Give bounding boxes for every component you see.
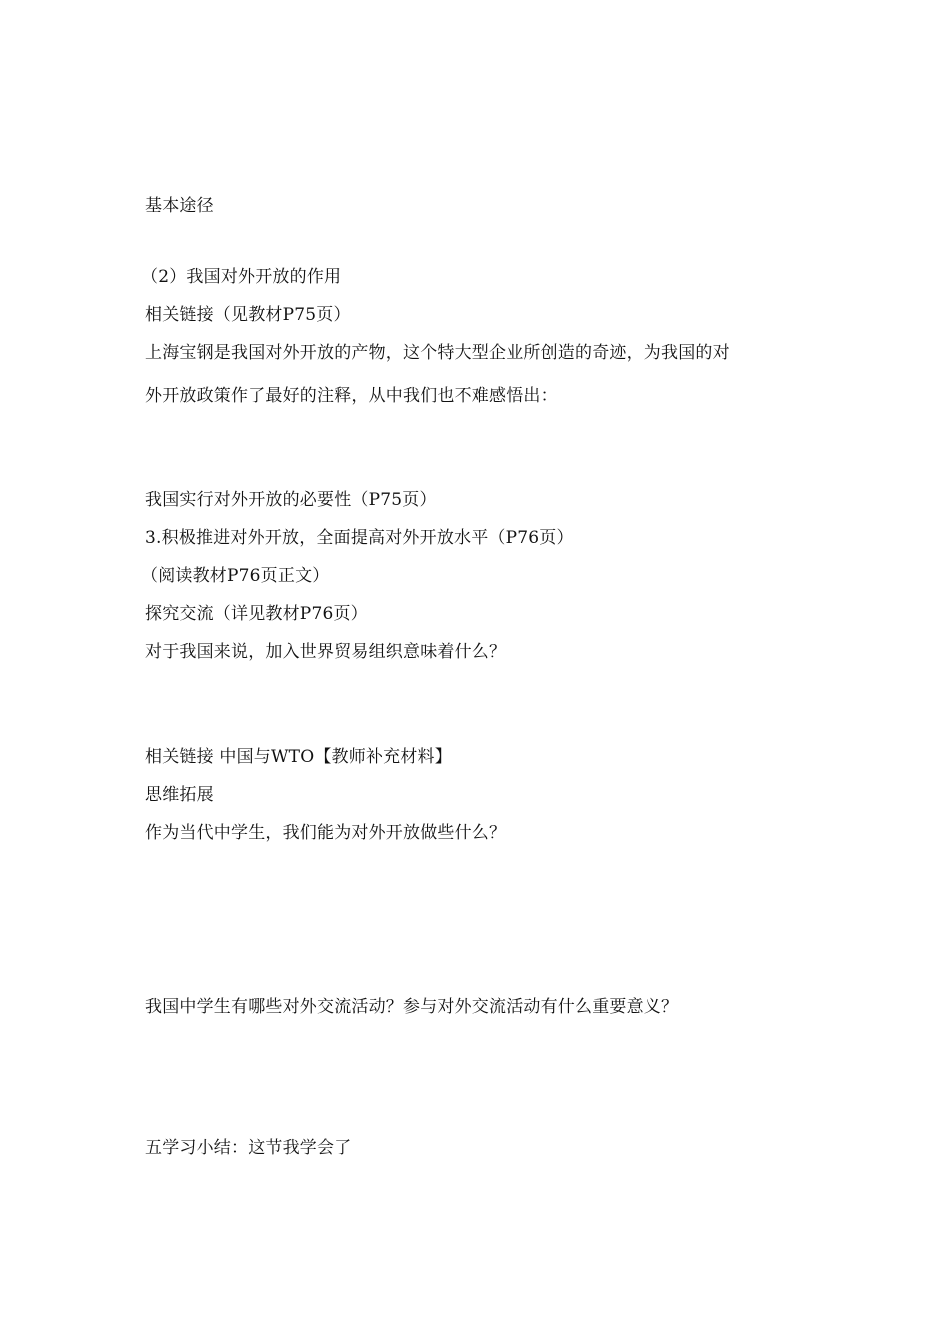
exchange-activities-question: 我国中学生有哪些对外交流活动？参与对外交流活动有什么重要意义？ <box>145 997 679 1017</box>
baosteel-paragraph-line-1: 上海宝钢是我国对外开放的产物，这个特大型企业所创造的奇迹，为我国的对 <box>145 343 730 363</box>
related-link-textbook-p75: 相关链接（见教材P75页） <box>145 305 351 325</box>
role-heading: （2）我国对外开放的作用 <box>141 267 342 287</box>
wto-question: 对于我国来说，加入世界贸易组织意味着什么？ <box>145 642 507 662</box>
basic-path-text: 基本途径 <box>145 196 214 216</box>
necessity-text: 我国实行对外开放的必要性（P75页） <box>145 490 437 510</box>
student-question: 作为当代中学生，我们能为对外开放做些什么？ <box>145 823 507 843</box>
related-link-wto: 相关链接 中国与WTO【教师补充材料】 <box>145 747 452 767</box>
read-textbook-note: （阅读教材P76页正文） <box>141 566 330 586</box>
explore-exchange-text: 探究交流（详见教材P76页） <box>145 604 368 624</box>
thinking-expansion-heading: 思维拓展 <box>145 785 214 805</box>
learning-summary-heading: 五学习小结：这节我学会了 <box>145 1138 352 1158</box>
section-3-heading: 3.积极推进对外开放，全面提高对外开放水平（P76页） <box>145 528 574 548</box>
baosteel-paragraph-line-2: 外开放政策作了最好的注释，从中我们也不难感悟出： <box>145 386 558 406</box>
